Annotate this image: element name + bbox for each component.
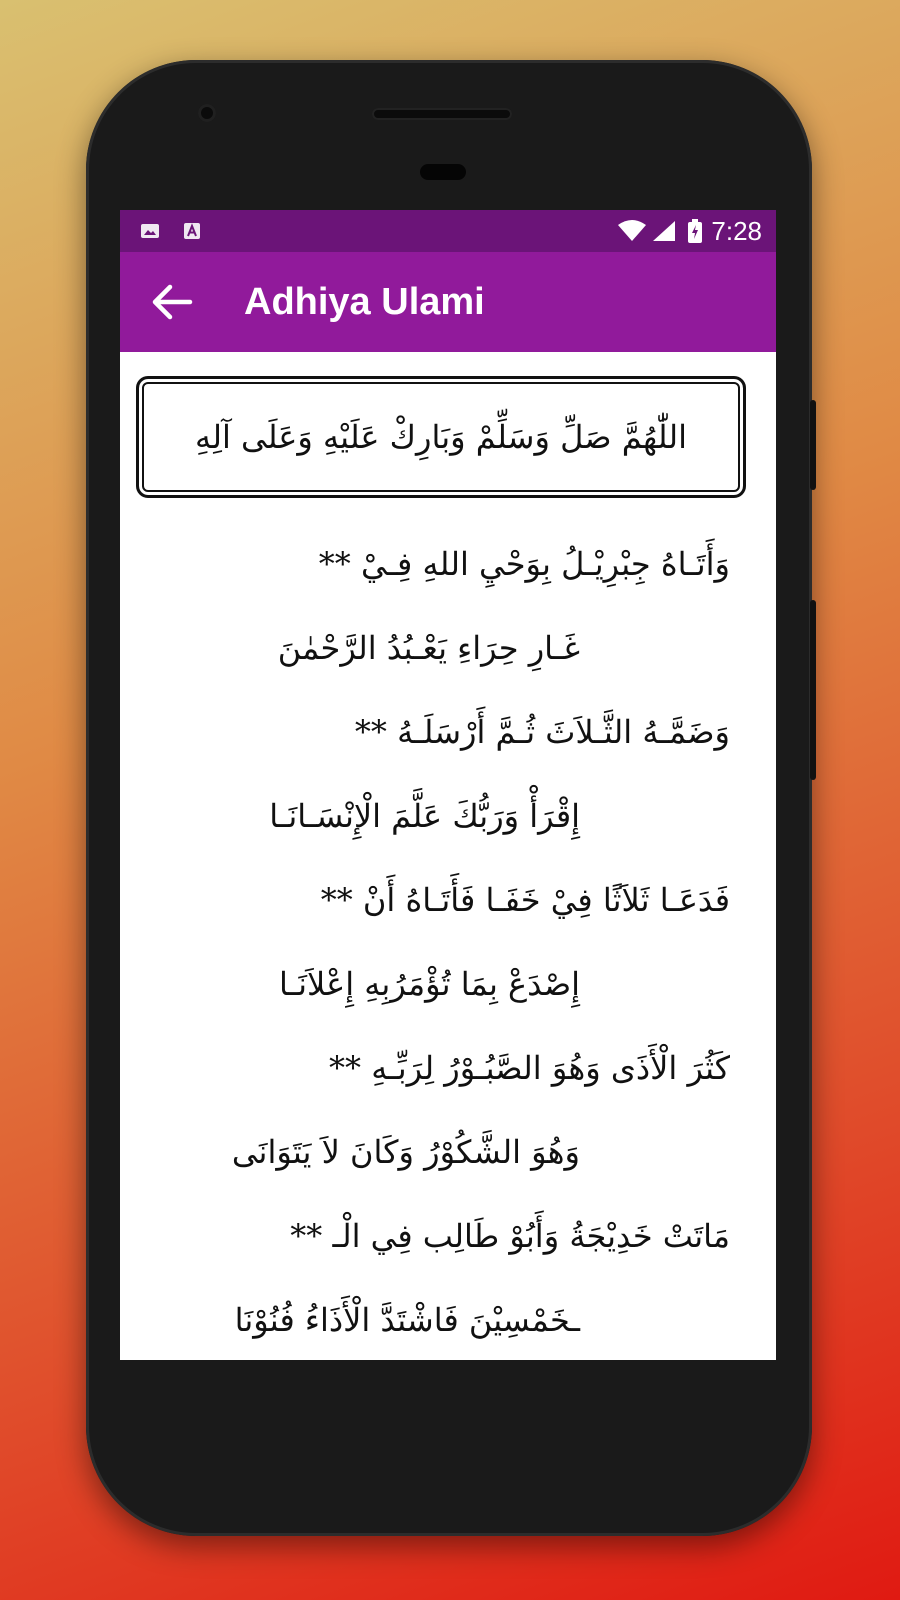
verse-line: غَـارِ حِرَاءِ يَعْـبُدُ الرَّحْمٰنَ: [277, 629, 580, 667]
image-notification-icon: [140, 221, 160, 241]
salawat-text: اللّٰهُمَّ صَلِّ وَسَلِّمْ وَبَارِكْ عَلَيْهِ وَعَلَى آلِهِ: [195, 418, 687, 456]
app-bar: [120, 252, 776, 352]
back-button[interactable]: [140, 270, 204, 334]
earpiece-speaker: [372, 108, 512, 120]
verse-line: وَأَتَـاهُ جِبْرِيْـلُ بِوَحْيِ اللهِ فِـيْ **: [318, 545, 730, 583]
a-notification-icon: [182, 221, 202, 241]
verse-line: وَضَمَّـهُ الثَّـلاَثَ ثُـمَّ أَرْسَلَـهُ **: [354, 713, 730, 751]
content-area[interactable]: [120, 352, 776, 1360]
volume-button: [810, 600, 816, 780]
power-button: [810, 400, 816, 490]
app-title: Adhiya Ulami: [244, 280, 485, 323]
signal-icon: [651, 221, 677, 241]
status-bar: [120, 210, 776, 252]
wifi-icon: [617, 221, 647, 241]
status-time: 7:28: [711, 215, 762, 246]
verse-line: وَهُوَ الشَّكُوْرُ وَكَانَ لاَ يَتَوَانَى: [231, 1133, 580, 1171]
salawat-header: [136, 376, 746, 498]
verse-line: ـخَمْسِيْنَ فَاشْتَدَّ الْأَذَاءُ فُنُوْنَا: [234, 1301, 580, 1339]
verse-line: إِصْدَعْ بِمَا تُؤْمَرُبِهِ إِعْلاَنَـا: [278, 965, 580, 1003]
arrow-left-icon: [150, 282, 194, 322]
phone-screen: [120, 210, 776, 1360]
verse-list: [160, 522, 730, 1360]
verse-line: إِقْرَأْ وَرَبُّكَ عَلَّمَ الْإِنْسَـانَـا: [269, 797, 580, 835]
verse-line: فَدَعَـا ثَلاَثًا فِيْ خَفَـا فَأَتَـاهُ أَنْ **: [320, 881, 730, 919]
verse-line: كَثُرَ الْأَذَى وَهُوَ الصَّبُـوْرُ لِرَبِّـهِ **: [329, 1049, 730, 1087]
verse-line: مَاتَتْ خَدِيْجَةُ وَأَبُوْ طَالِب فِي الْـ **: [290, 1217, 730, 1255]
front-camera: [198, 104, 216, 122]
proximity-sensor: [420, 164, 466, 180]
battery-icon: [687, 221, 703, 241]
